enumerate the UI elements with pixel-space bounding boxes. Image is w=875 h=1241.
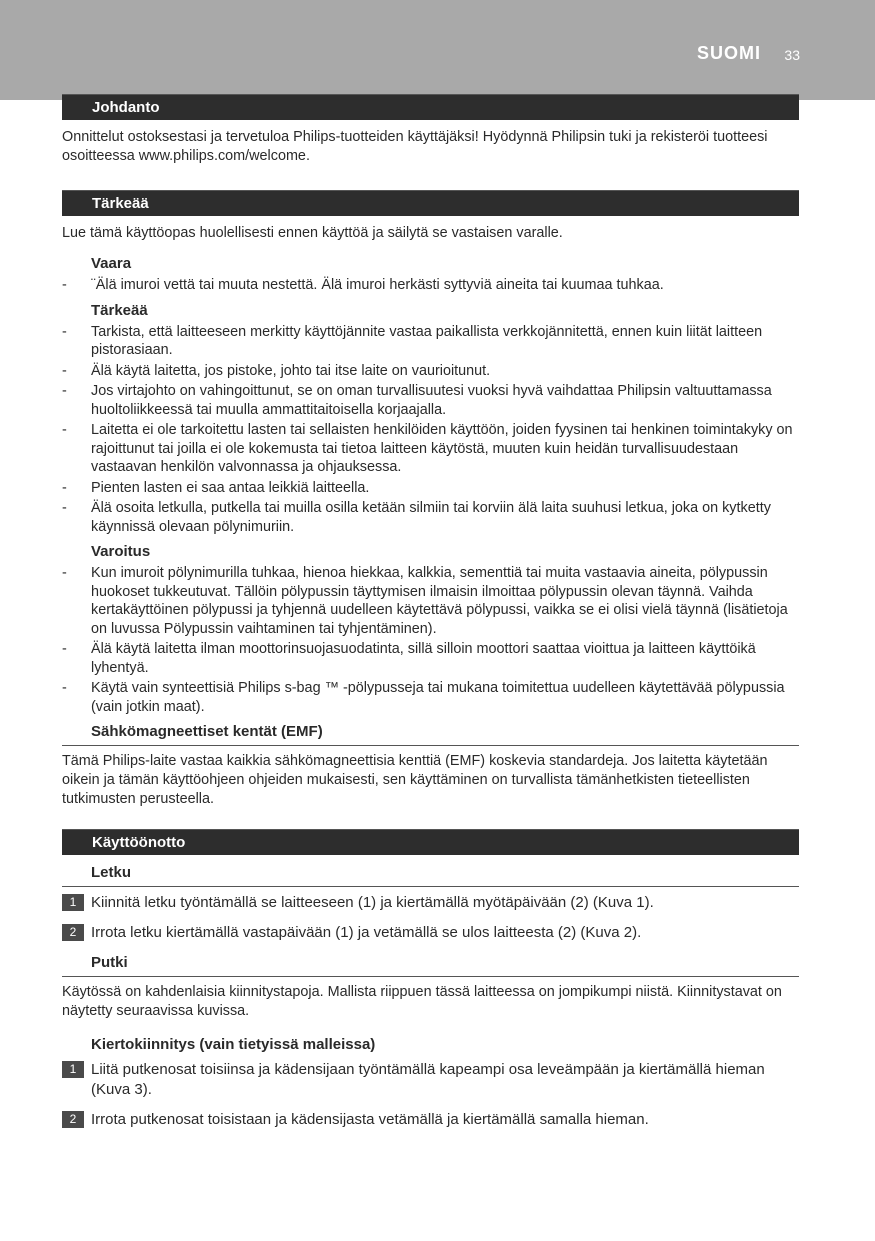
step-text: Irrota letku kiertämällä vastapäivään (1) ja vetämällä se ulos laitteesta (2) (Kuva 2). [91, 924, 642, 941]
step-number: 1 [62, 1061, 84, 1078]
section-header-intro: Johdanto [62, 94, 799, 120]
list-item: - Jos virtajohto on vahingoittunut, se on oman turvallisuutesi vuoksi hyvä vaihdattaa Philipsin valtuuttamassa huoltoliikkeessä tai muulla ammattitaitoisella korjaajalla. [62, 383, 772, 418]
step-text: Irrota putkenosat toisistaan ja kädensijasta vetämällä ja kiertämällä samalla hieman. [91, 1111, 649, 1128]
intro-text: Onnittelut ostoksestasi ja tervetuloa Philips-tuotteiden käyttäjäksi! Hyödynnä Philipsin tuki ja rekisteröi tuotteesi osoitteessa www.philips.com/welcome. [62, 129, 768, 164]
list-item: - Käytä vain synteettisiä Philips s-bag ™ -pölypusseja tai mukana toimitettua uudelleen käytettävää pölypussia (vain jotkin maat). [62, 680, 785, 715]
twist-heading: Kiertokiinnitys (vain tietyissä malleissa) [91, 1036, 376, 1053]
language-label: SUOMI [696, 43, 761, 63]
danger-list [62, 276, 799, 295]
important-list [62, 323, 799, 537]
list-item: - Älä osoita letkulla, putkella tai muilla osilla ketään silmiin tai korviin älä laita suuhusi letkua, joka on kytketty käynnissä olevaan pölynimuriin. [62, 500, 771, 535]
step-number: 1 [62, 894, 84, 911]
twist-step-2 [62, 1110, 799, 1130]
hose-heading: Letku [62, 863, 799, 887]
step-number: 2 [62, 924, 84, 941]
hose-step-1 [62, 893, 799, 913]
section-header-setup: Käyttöönotto [62, 829, 799, 855]
list-item: - Kun imuroit pölynimurilla tuhkaa, hienoa hiekkaa, kalkkia, sementtiä tai muita vastaavia aineita, pölypussin huokoset tukkeutuvat. Tällöin pölypussin täyttymisen ilmaisin ilmoittaa pölypussin olevan täynnä. Vaihda kertakäyttöinen pölypussi ja tyhjennä uudelleen käytettävä pölypussi, vaikka se ei olisi vielä täynnä (lisätietoja on luvussa Pölypussin vaihtaminen tai tyhjentäminen). [62, 565, 788, 637]
list-item: - ¨Älä imuroi vettä tai muuta nestettä. Älä imuroi herkästi syttyviä aineita tai kuumaa tuhkaa. [62, 277, 664, 293]
important-text: Lue tämä käyttöopas huolellisesti ennen käyttöä ja säilytä se vastaisen varalle. [62, 225, 563, 241]
emf-text: Tämä Philips-laite vastaa kaikkia sähkömagneettisia kenttiä (EMF) koskevia standardeja. Jos laitetta käytetään oikein ja tämän käyttöohjeen ohjeiden mukaisesti, sen käyttäminen on turvallista tämänhetkisten tieteellisten tutkimusten perusteella. [62, 753, 768, 807]
list-item: - Pienten lasten ei saa antaa leikkiä laitteella. [62, 479, 370, 496]
step-number: 2 [62, 1111, 84, 1128]
important-sub-heading: Tärkeää [91, 301, 148, 319]
emf-heading: Sähkömagneettiset kentät (EMF) [62, 722, 799, 746]
caution-list [62, 564, 799, 716]
step-text: Liitä putkenosat toisiinsa ja kädensijaan työntämällä kapeampi osa leveämpään ja kiertämällä hieman (Kuva 3). [91, 1061, 765, 1098]
page-number: 33 [784, 47, 800, 63]
document-body [62, 94, 799, 1140]
list-item: - Älä käytä laitetta, jos pistoke, johto tai itse laite on vaurioitunut. [62, 362, 491, 379]
section-header-important: Tärkeää [62, 190, 799, 216]
list-item: - Laitetta ei ole tarkoitettu lasten tai sellaisten henkilöiden käyttöön, joiden fyysinen tai henkinen toimintakyky on rajoittunut tai joilla ei ole kokemusta tai tietoa laitteen käytöstä, muuten kuin heidän turvallisuudestaan vastaavan henkilön valvonnassa ja ohjauksessa. [62, 422, 793, 475]
list-item: - Älä käytä laitetta ilman moottorinsuojasuodatinta, sillä silloin moottori saattaa vioittua ja laitteen käyttöikä lyhentyä. [62, 641, 756, 676]
danger-heading: Vaara [91, 255, 132, 272]
hose-step-2 [62, 923, 799, 943]
twist-step-1 [62, 1060, 799, 1100]
step-text: Kiinnitä letku työntämällä se laitteeseen (1) ja kiertämällä myötäpäivään (2) (Kuva 1). [91, 894, 654, 911]
tube-text: Käytössä on kahdenlaisia kiinnitystapoja. Mallista riippuen tässä laitteessa on jompikumpi niistä. Kiinnitystavat on näytetty seuraavissa kuvissa. [62, 984, 782, 1019]
list-item: - Tarkista, että laitteeseen merkitty käyttöjännite vastaa paikallista verkkojännitettä, ennen kuin liität laitteen pistorasiaan. [62, 323, 763, 358]
tube-heading: Putki [62, 953, 799, 977]
caution-heading: Varoitus [91, 543, 151, 560]
